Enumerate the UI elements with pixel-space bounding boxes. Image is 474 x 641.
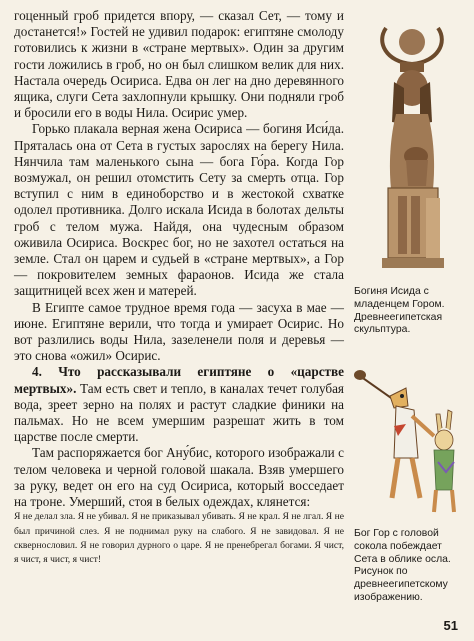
paragraph-1: гоценный гроб придется впору, — сказал Сет, — тому и достанется!» Гостей не удивил подарок: египтяне смолоду готовились к жизни в «стране мертвых». Один за другим гости ложились в гроб, но он был слишком велик для них. Настала очередь Осириса. Едва он лег на дно деревянного ящика, слуги Сета захлопнули крышку. Они подняли гроб и бросили его в воды Нила. Осирис умер. [14,8,344,121]
paragraph-3: В Египте самое трудное время года — засуха в мае — июне. Египтяне верили, что тогда и умирает Осирис. Но вот разлились воды Нила, зазеленели поля и деревья — это снова «ожил» Осирис. [14,299,344,364]
section-heading: 4. Что рассказывали египтяне о «царстве мертвых». [14,364,344,396]
paragraph-4-text: Там есть свет и тепло, в каналах течет голубая вода, зреет зерно на полях и растут сладкие финики на пальмах. Но не всем умершим разрешат жить в том царстве после смерти. [14,380,344,445]
main-text-column [14,8,344,567]
fresco-caption: Бог Гор с головой сокола побеждает Сета в облике осла. Рисунок по древнеегипетскому изображению. [354,528,451,603]
paragraph-4 [14,364,344,445]
paragraph-5: Там распоряжается бог Ану́бис, которого изображали с телом человека и черной головой шакала. Взяв умершего за руку, ведет он его на суд Осириса, который восседает на троне. Умерший, стоя в белых одеждах, клянется: [14,445,344,510]
horus-set-illustration [354,366,466,526]
oath-text: Я не делал зла. Я не убивал. Я не приказывал убивать. Я не крал. Я не лгал. Я не был причиной слез. Я не поднимал руку на слабого. Я не завидовал. Я не сквернословил. Я не говорил дурного о царе. Я не пренебрегал богами. Я чист, я чист, я чист, я чист! [14,511,344,565]
page-number: 51 [443,618,458,633]
isis-statue-illustration [368,18,456,276]
statue-caption: Богиня Исида с младенцем Гором. Древнеегипетская скульптура. [354,286,445,336]
paragraph-2: Горько плакала верная жена Осириса — богиня Иси́да. Пряталась она от Сета в густых зарослях на берегу Нила. Нянчила там маленького сына — бога Го́ра. Когда Гор возмужал, он решил отомстить Сету за смерть отца. Гор вступил с ним в единоборство и в жестокой схватке одолел противника. Долго искала Исида в болотах дельты гроб с телом мужа. Найдя, она чудесным образом оживила Осириса. Воскрес бог, но не захотел остаться на земле. Стал он царем и судьей в «стране мертвых», а Гор — покровителем земных фараонов. Исида же стала защитницей всех жен и матерей. [14,121,344,299]
